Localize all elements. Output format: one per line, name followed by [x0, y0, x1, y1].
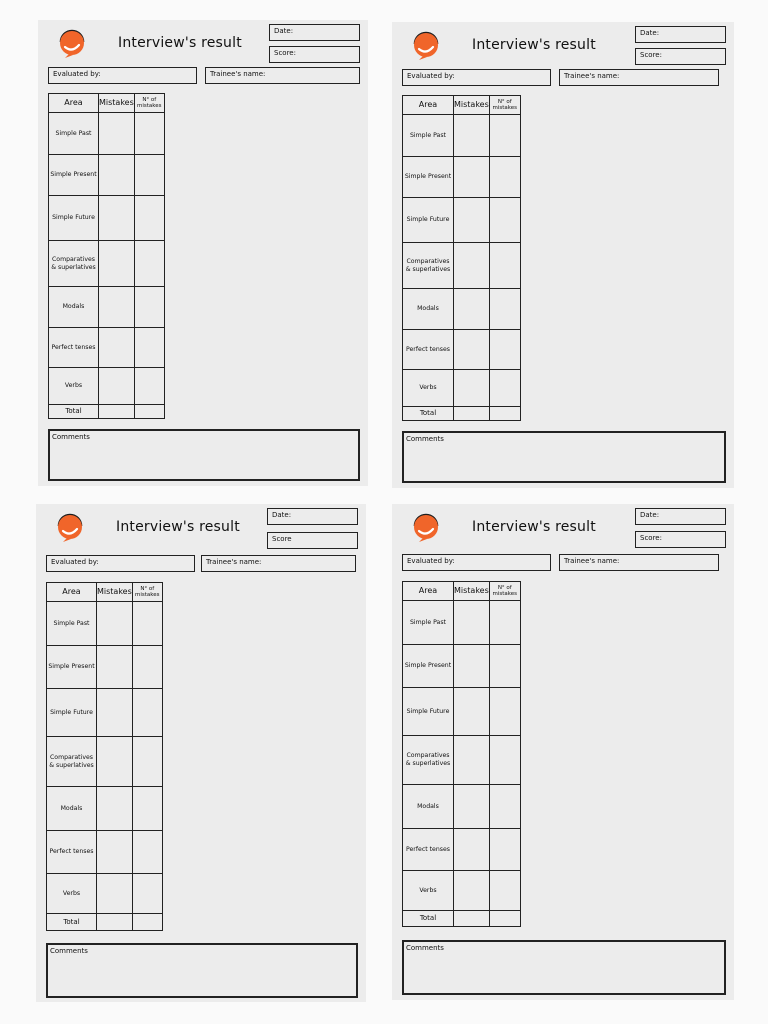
count-cell[interactable]: [132, 646, 162, 689]
count-cell[interactable]: [134, 155, 164, 196]
row-label: Modals: [403, 785, 454, 829]
header-count: N° of mistakes: [134, 94, 164, 113]
mistakes-cell[interactable]: [99, 287, 135, 328]
row-label: Simple Present: [403, 157, 454, 198]
mistakes-cell[interactable]: [454, 645, 490, 688]
row-label: Perfect tenses: [403, 330, 454, 370]
count-cell[interactable]: [489, 198, 520, 243]
score-field[interactable]: Score: [267, 532, 358, 549]
count-cell[interactable]: [134, 368, 164, 405]
total-label: Total: [403, 407, 454, 421]
trainee-name-field[interactable]: Trainee's name:: [201, 555, 356, 572]
score-field[interactable]: Score:: [635, 48, 726, 65]
total-label: Total: [49, 405, 99, 419]
count-cell[interactable]: [489, 370, 520, 407]
count-cell[interactable]: [489, 871, 520, 911]
row-label: Modals: [49, 287, 99, 328]
count-cell[interactable]: [489, 115, 520, 157]
mistakes-cell[interactable]: [99, 155, 135, 196]
header-mistakes: Mistakes: [99, 94, 135, 113]
count-cell[interactable]: [489, 157, 520, 198]
comments-label: Comments: [406, 435, 444, 443]
count-cell[interactable]: [132, 874, 162, 914]
mistakes-cell[interactable]: [454, 243, 490, 289]
count-cell[interactable]: [134, 113, 164, 155]
mistakes-cell[interactable]: [99, 368, 135, 405]
mistakes-cell[interactable]: [454, 871, 490, 911]
score-field[interactable]: Score:: [635, 531, 726, 548]
header-area: Area: [49, 94, 99, 113]
headset-logo-icon: [54, 511, 86, 543]
mistakes-cell[interactable]: [97, 646, 133, 689]
mistakes-table: [402, 581, 521, 927]
mistakes-cell[interactable]: [454, 736, 490, 785]
mistakes-table: [46, 582, 163, 931]
row-label: Verbs: [403, 871, 454, 911]
mistakes-table: [402, 95, 521, 421]
mistakes-cell[interactable]: [454, 829, 490, 871]
mistakes-cell[interactable]: [454, 198, 490, 243]
count-cell[interactable]: [489, 785, 520, 829]
count-cell[interactable]: [134, 287, 164, 328]
row-label: Simple Past: [49, 113, 99, 155]
form-sheet-3: [36, 504, 366, 1002]
total-mistakes-cell[interactable]: [97, 914, 133, 931]
row-label: Comparatives & superlatives: [47, 737, 97, 787]
comments-box[interactable]: [46, 943, 358, 998]
headset-logo-icon: [56, 27, 88, 59]
mistakes-cell[interactable]: [99, 113, 135, 155]
mistakes-cell[interactable]: [454, 115, 490, 157]
mistakes-cell[interactable]: [454, 330, 490, 370]
mistakes-cell[interactable]: [97, 689, 133, 737]
count-cell[interactable]: [489, 688, 520, 736]
mistakes-cell[interactable]: [99, 328, 135, 368]
header-area: Area: [403, 582, 454, 601]
headset-logo-icon: [410, 511, 442, 543]
trainee-name-field[interactable]: Trainee's name:: [559, 69, 719, 86]
comments-box[interactable]: [402, 940, 726, 995]
total-label: Total: [403, 911, 454, 927]
form-title: Interview's result: [472, 37, 596, 53]
count-cell[interactable]: [132, 689, 162, 737]
form-sheet-2: [392, 22, 734, 488]
count-cell[interactable]: [489, 736, 520, 785]
header-mistakes: Mistakes: [97, 583, 133, 602]
row-label: Simple Present: [47, 646, 97, 689]
row-label: Perfect tenses: [403, 829, 454, 871]
count-cell[interactable]: [489, 330, 520, 370]
score-field[interactable]: Score:: [269, 46, 360, 63]
row-label: Simple Present: [49, 155, 99, 196]
total-mistakes-cell[interactable]: [454, 911, 490, 927]
mistakes-cell[interactable]: [454, 370, 490, 407]
form-title: Interview's result: [472, 519, 596, 535]
comments-label: Comments: [50, 947, 88, 955]
trainee-name-field[interactable]: Trainee's name:: [559, 554, 719, 571]
mistakes-cell[interactable]: [454, 157, 490, 198]
comments-label: Comments: [406, 944, 444, 952]
mistakes-cell[interactable]: [454, 289, 490, 330]
total-count-cell[interactable]: [132, 914, 162, 931]
headset-logo-icon: [410, 29, 442, 61]
row-label: Comparatives & superlatives: [403, 243, 454, 289]
row-label: Simple Future: [403, 688, 454, 736]
row-label: Perfect tenses: [47, 831, 97, 874]
row-label: Simple Future: [403, 198, 454, 243]
mistakes-cell[interactable]: [97, 831, 133, 874]
header-mistakes: Mistakes: [454, 96, 490, 115]
count-cell[interactable]: [489, 645, 520, 688]
date-field[interactable]: Date:: [635, 508, 726, 525]
count-cell[interactable]: [132, 787, 162, 831]
row-label: Simple Future: [47, 689, 97, 737]
count-cell[interactable]: [132, 737, 162, 787]
mistakes-cell[interactable]: [99, 241, 135, 287]
date-field[interactable]: Date:: [267, 508, 358, 525]
mistakes-table: [48, 93, 165, 419]
mistakes-cell[interactable]: [97, 874, 133, 914]
count-cell[interactable]: [132, 831, 162, 874]
mistakes-cell[interactable]: [454, 688, 490, 736]
row-label: Perfect tenses: [49, 328, 99, 368]
total-count-cell[interactable]: [489, 407, 520, 421]
evaluated-by-field[interactable]: Evaluated by:: [46, 555, 195, 572]
header-count: N° of mistakes: [132, 583, 162, 602]
comments-box[interactable]: [402, 431, 726, 483]
row-label: Verbs: [49, 368, 99, 405]
header-area: Area: [47, 583, 97, 602]
evaluated-by-field[interactable]: Evaluated by:: [48, 67, 197, 84]
date-field[interactable]: Date:: [635, 26, 726, 43]
count-cell[interactable]: [489, 601, 520, 645]
row-label: Modals: [403, 289, 454, 330]
row-label: Modals: [47, 787, 97, 831]
count-cell[interactable]: [134, 241, 164, 287]
total-count-cell[interactable]: [489, 911, 520, 927]
header-count: N° of mistakes: [489, 96, 520, 115]
mistakes-cell[interactable]: [454, 785, 490, 829]
trainee-name-field[interactable]: Trainee's name:: [205, 67, 360, 84]
form-sheet-1: [38, 20, 368, 486]
count-cell[interactable]: [489, 243, 520, 289]
form-title: Interview's result: [118, 35, 242, 51]
mistakes-cell[interactable]: [454, 601, 490, 645]
count-cell[interactable]: [489, 289, 520, 330]
row-label: Simple Present: [403, 645, 454, 688]
date-field[interactable]: Date:: [269, 24, 360, 41]
form-sheet-4: [392, 504, 734, 1000]
total-mistakes-cell[interactable]: [99, 405, 135, 419]
mistakes-cell[interactable]: [97, 787, 133, 831]
mistakes-cell[interactable]: [99, 196, 135, 241]
evaluated-by-field[interactable]: Evaluated by:: [402, 554, 551, 571]
row-label: Simple Past: [47, 602, 97, 646]
count-cell[interactable]: [132, 602, 162, 646]
comments-box[interactable]: [48, 429, 360, 481]
row-label: Simple Future: [49, 196, 99, 241]
total-count-cell[interactable]: [134, 405, 164, 419]
count-cell[interactable]: [134, 196, 164, 241]
evaluated-by-field[interactable]: Evaluated by:: [402, 69, 551, 86]
total-label: Total: [47, 914, 97, 931]
header-area: Area: [403, 96, 454, 115]
mistakes-cell[interactable]: [97, 737, 133, 787]
header-mistakes: Mistakes: [454, 582, 490, 601]
header-count: N° of mistakes: [489, 582, 520, 601]
form-title: Interview's result: [116, 519, 240, 535]
mistakes-cell[interactable]: [97, 602, 133, 646]
row-label: Simple Past: [403, 115, 454, 157]
total-mistakes-cell[interactable]: [454, 407, 490, 421]
row-label: Simple Past: [403, 601, 454, 645]
row-label: Comparatives & superlatives: [403, 736, 454, 785]
row-label: Verbs: [47, 874, 97, 914]
count-cell[interactable]: [134, 328, 164, 368]
row-label: Verbs: [403, 370, 454, 407]
row-label: Comparatives & superlatives: [49, 241, 99, 287]
count-cell[interactable]: [489, 829, 520, 871]
comments-label: Comments: [52, 433, 90, 441]
